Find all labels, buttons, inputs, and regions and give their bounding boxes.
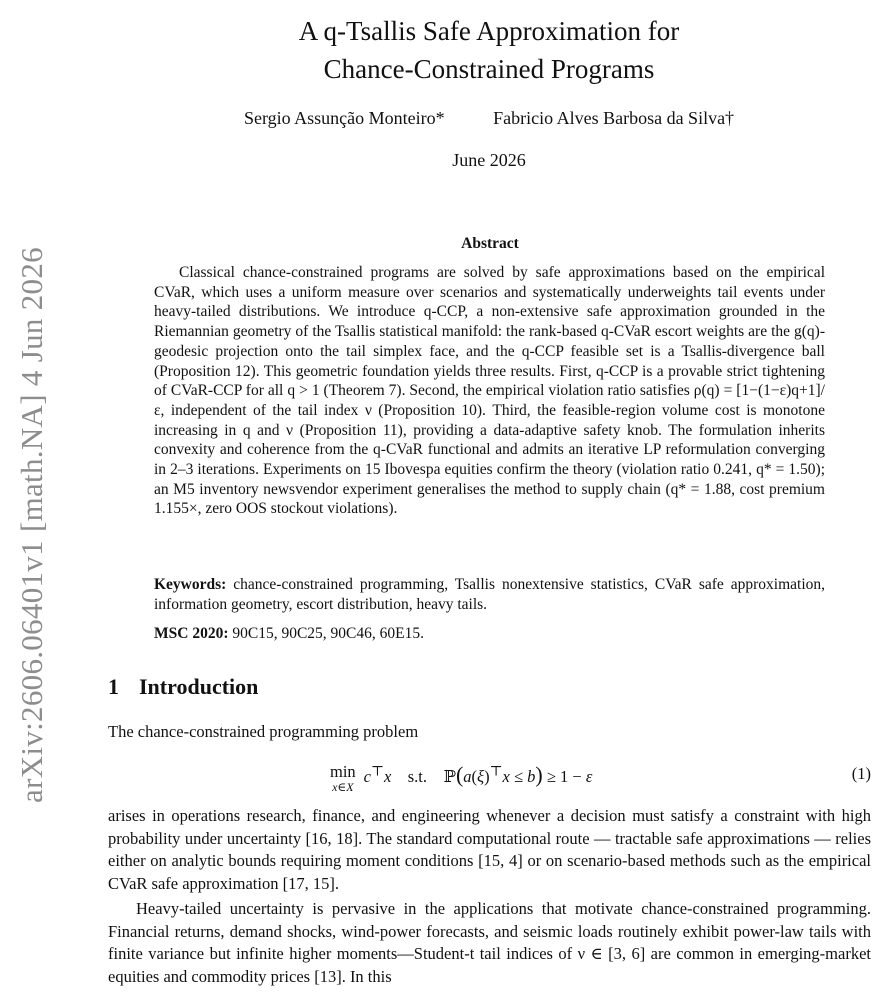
section-number: 1 [108,674,119,699]
section-heading [108,674,258,700]
title-line-1: A q-Tsallis Safe Approximation for [298,16,680,46]
msc-classification [154,624,825,644]
intro-sentence: The chance-constrained programming problem [108,722,419,741]
paper-date: June 2026 [452,150,526,170]
paragraph-1: arises in operations research, finance, and engineering whenever a decision must satisfy a constraint with high probability under uncertainty [16, 18]. The standard computational route — tractable safe approximations — relies either on analytic bounds requiring moment conditions [15, 4] or on scenario-based methods such as the empirical CVaR safe approximation [17, 15]. [108,806,871,893]
arxiv-side-stamp [6,230,58,820]
arxiv-identifier: arXiv:2606.06401v1 [math.NA] 4 Jun 2026 [14,247,49,803]
keywords-label: Keywords: [154,576,227,593]
abstract-body: Classical chance-constrained programs are solved by safe approximations based on the empirical CVaR, which uses a uniform measure over scenarios and systematically underweights tail events under heavy-tailed distributions. We introduce q-CCP, a non-extensive safe approximation grounded in the Riemannian geometry of the Tsallis statistical manifold: the rank-based q-CVaR escort weights are the g(q)-geodesic projection onto the tail simplex face, and the q-CCP feasible set is a Tsallis-divergence ball (Proposition 12). This geometric foundation yields three results. First, q-CCP is a provable strict tightening of CVaR-CCP for all q > 1 (Theorem 7). Second, the empirical violation ratio satisfies ρ(q) = [1−(1−ε)q+1]/ε, independent of the tail index ν (Proposition 10). Third, the feasible-region volume cost is monotone increasing in q and ν (Proposition 11), providing a data-adaptive safety knob. The formulation inherits convexity and coherence from the q-CVaR functional and admits an iterative LP reformulation converging in 2–3 iterations. Experiments on 15 Ibovespa equities confirm the theory (violation ratio 0.241, q* = 1.50); an M5 inventory newsvendor experiment generalises the method to supply chain (q* = 1.88, cost premium 1.155×, zero OOS stockout violations). [154,264,825,518]
author-list [100,108,878,129]
keywords-text: chance-constrained programming, Tsallis nonextensive statistics, CVaR safe approximation, information geometry, escort distribution, heavy tails. [154,576,826,613]
paragraph-2: Heavy-tailed uncertainty is pervasive in the applications that motivate chance-constrained programming. Financial returns, demand shocks, wind-power forecasts, and seismic loads routinely exhibit power-law tails with finite variance but infinite higher moments—Student-t tail indices of ν ∈ [3, 6] are common in emerging-market equities and commodity prices [13]. In this [108,899,871,986]
equation-1: min x∈X c⊤x s.t. ℙ(a(ξ)⊤x ≤ b) ≥ 1 − ε [330,762,593,794]
msc-text: 90C15, 90C25, 90C46, 60E15. [232,625,424,642]
equation-number: (1) [851,764,871,783]
author-1: Sergio Assunção Monteiro* [243,108,445,128]
paper-title [100,12,878,88]
author-2: Fabricio Alves Barbosa da Silva† [493,108,735,128]
section-title: Introduction [139,674,259,699]
keywords [154,575,825,615]
msc-label: MSC 2020: [154,625,229,642]
title-line-2: Chance-Constrained Programs [323,54,655,84]
abstract-heading: Abstract [461,235,519,252]
